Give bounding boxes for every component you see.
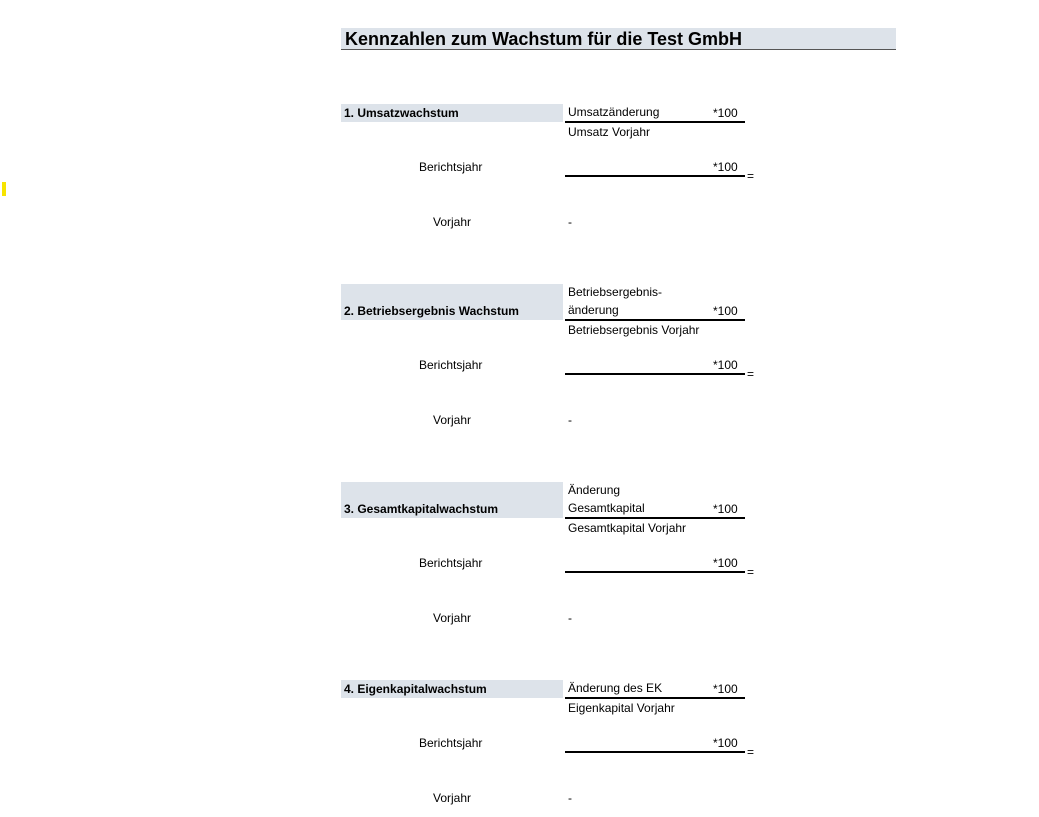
report-equals: = <box>747 367 755 381</box>
formula-denominator: Betriebsergebnis Vorjahr <box>568 323 700 337</box>
report-year-label: Berichtsjahr <box>419 358 483 372</box>
report-factor: *100 <box>713 736 738 750</box>
report-factor: *100 <box>713 556 738 570</box>
formula-denominator: Umsatz Vorjahr <box>568 125 651 139</box>
section-label-band <box>341 482 563 518</box>
section-label-band <box>341 284 563 320</box>
report-factor: *100 <box>713 358 738 372</box>
section-label: 4. Eigenkapitalwachstum <box>344 682 487 696</box>
report-fraction-line <box>565 373 745 375</box>
formula-line <box>565 517 745 519</box>
selection-marker <box>2 182 6 196</box>
formula-factor: *100 <box>713 502 738 516</box>
prev-year-label: Vorjahr <box>433 611 472 625</box>
prev-year-label: Vorjahr <box>433 791 472 805</box>
prev-year-value: - <box>568 413 572 427</box>
formula-factor: *100 <box>713 682 738 696</box>
prev-year-label: Vorjahr <box>433 215 472 229</box>
prev-year-value: - <box>568 611 572 625</box>
formula-numerator: Änderung <box>568 483 621 497</box>
report-year-label: Berichtsjahr <box>419 556 483 570</box>
formula-line <box>565 319 745 321</box>
formula-line <box>565 121 745 123</box>
section-label-band <box>341 104 563 122</box>
formula-numerator: Betriebsergebnis- <box>568 285 663 299</box>
page-title: Kennzahlen zum Wachstum für die Test GmbH <box>345 29 743 49</box>
report-equals: = <box>747 745 755 759</box>
section-label: 3. Gesamtkapitalwachstum <box>344 502 499 516</box>
section-label-band <box>341 680 563 698</box>
formula-denominator: Eigenkapital Vorjahr <box>568 701 675 715</box>
report-year-label: Berichtsjahr <box>419 160 483 174</box>
formula-numerator: Änderung des EK <box>568 681 663 695</box>
section-label: 1. Umsatzwachstum <box>344 106 459 120</box>
report-equals: = <box>747 565 755 579</box>
page-title-bar <box>341 28 896 50</box>
formula-line <box>565 697 745 699</box>
report-fraction-line <box>565 571 745 573</box>
report-year-label: Berichtsjahr <box>419 736 483 750</box>
formula-numerator: änderung <box>568 303 619 317</box>
formula-denominator: Gesamtkapital Vorjahr <box>568 521 687 535</box>
formula-factor: *100 <box>713 304 738 318</box>
report-fraction-line <box>565 175 745 177</box>
prev-year-value: - <box>568 791 572 805</box>
formula-numerator: Umsatzänderung <box>568 105 660 119</box>
formula-factor: *100 <box>713 106 738 120</box>
formula-numerator: Gesamtkapital <box>568 501 645 515</box>
section-label: 2. Betriebsergebnis Wachstum <box>344 304 519 318</box>
report-factor: *100 <box>713 160 738 174</box>
prev-year-value: - <box>568 215 572 229</box>
report-equals: = <box>747 169 755 183</box>
report-fraction-line <box>565 751 745 753</box>
prev-year-label: Vorjahr <box>433 413 472 427</box>
